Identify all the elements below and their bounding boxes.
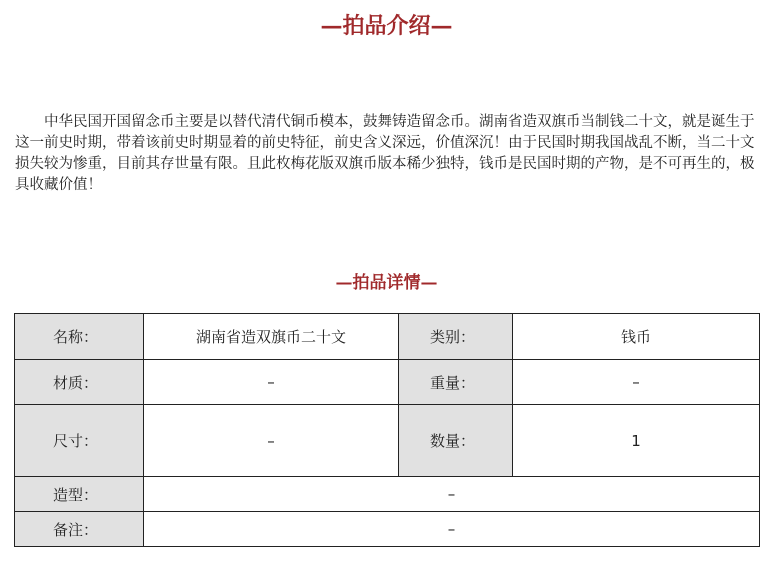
material-value: – <box>144 360 399 405</box>
name-label: 名称： <box>15 314 144 360</box>
intro-paragraph: 中华民国开国留念币主要是以替代清代铜币模本，鼓舞铸造留念币。湖南省造双旗币当制钱二十文，就是诞生于这一前史时期，带着该前史时期显着的前史特征，前史含义深远，价值深沉！由于民国时期我国战乱不断，当二十文损失较为惨重，目前其存世量有限。且此枚梅花版双旗币版本稀少独特，钱币是民国时期的产物，是不可再生的，极具收藏价值！ <box>15 114 755 193</box>
remarks-label: 备注： <box>15 512 144 547</box>
intro-section-title: —拍品介绍— <box>320 13 453 39</box>
remarks-value: – <box>144 512 760 547</box>
quantity-value: 1 <box>513 405 760 477</box>
quantity-label: 数量： <box>399 405 513 477</box>
details-table <box>14 313 760 547</box>
table-row <box>15 405 760 477</box>
weight-label: 重量： <box>399 360 513 405</box>
shape-label: 造型： <box>15 477 144 512</box>
weight-value: – <box>513 360 760 405</box>
name-value: 湖南省造双旗币二十文 <box>144 314 399 360</box>
material-label: 材质： <box>15 360 144 405</box>
details-section-title: —拍品详情— <box>335 273 438 293</box>
table-row <box>15 512 760 547</box>
category-value: 钱币 <box>513 314 760 360</box>
category-label: 类别： <box>399 314 513 360</box>
size-label: 尺寸： <box>15 405 144 477</box>
table-row <box>15 314 760 360</box>
table-row <box>15 477 760 512</box>
shape-value: – <box>144 477 760 512</box>
table-row <box>15 360 760 405</box>
size-value: – <box>144 405 399 477</box>
